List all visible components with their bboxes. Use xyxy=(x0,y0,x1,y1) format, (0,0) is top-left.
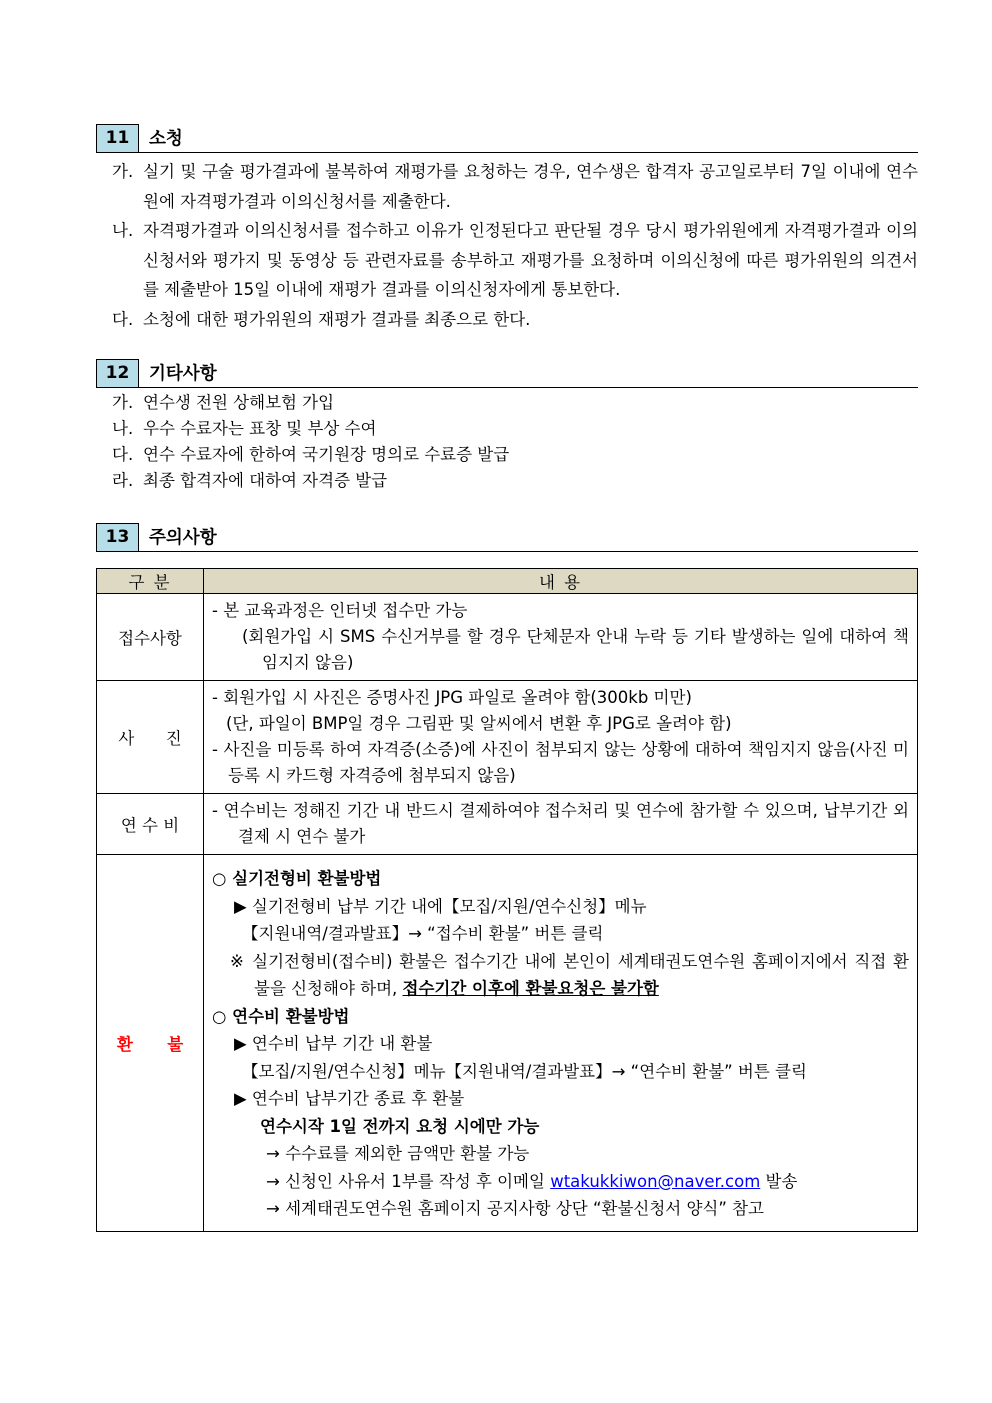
header-content: 내 용 xyxy=(204,569,918,594)
refund-practical-title: ○ 실기전형비 환불방법 xyxy=(212,869,382,888)
section-header-12 xyxy=(96,358,918,388)
item-text: 자격평가결과 이의신청서를 접수하고 이유가 인정된다고 판단될 경우 당시 평가위원에게 자격평가결과 이의신청서와 평가지 및 동영상 등 관련자료를 송부하고 재평가를 요청하며 이의신청에 따른 평가위원의 의견서를 제출받아 15일 이내에 재평가 결과를 이의신청자에게 통보한다. xyxy=(143,221,918,299)
section-header-13 xyxy=(96,522,918,552)
content-line: (단, 파일이 BMP일 경우 그림판 및 알씨에서 변환 후 JPG로 올려야 함) xyxy=(226,714,732,733)
table-row xyxy=(97,855,918,1232)
item-label: 나. xyxy=(112,221,134,240)
item-label: 가. xyxy=(112,393,134,412)
item-text: 우수 수료자는 표창 및 부상 수여 xyxy=(143,419,377,438)
table-row xyxy=(97,794,918,855)
section-title: 주의사항 xyxy=(149,528,217,548)
note-text: ※ 실기전형비(접수비) 환불은 접수기간 내에 본인이 세계태권도연수원 홈페이지에서 직접 환불을 신청해야 하며, xyxy=(230,951,909,998)
item-label: 가. xyxy=(112,162,134,181)
section-items-12 xyxy=(96,390,918,494)
content-line: 【모집/지원/연수신청】메뉴【지원내역/결과발표】→ “연수비 환불” 버튼 클릭 xyxy=(242,1061,807,1081)
item-label: 라. xyxy=(112,471,134,490)
list-item xyxy=(96,305,918,335)
refund-fee-title: ○ 연수비 환불방법 xyxy=(212,1006,350,1026)
content-line: ▶ 연수비 납부기간 종료 후 환불 xyxy=(234,1089,465,1108)
section-items-11 xyxy=(96,157,918,334)
content-line: - 본 교육과정은 인터넷 접수만 가능 xyxy=(212,601,468,620)
item-text: 연수생 전원 상해보험 가입 xyxy=(143,393,335,412)
refund-note xyxy=(212,948,909,1003)
table-row xyxy=(97,594,918,681)
content-line: - 회원가입 시 사진은 증명사진 JPG 파일로 올려야 함(300kb 미만) xyxy=(212,688,692,707)
content-line: (회원가입 시 SMS 수신거부를 할 경우 단체문자 안내 누락 등 기타 발생하는 일에 대하여 책임지지 않음) xyxy=(242,627,909,672)
line-text: 발송 xyxy=(765,1171,798,1191)
section-title: 소청 xyxy=(149,129,183,149)
category-fee: 연 수 비 xyxy=(97,794,204,855)
list-item xyxy=(96,468,918,494)
content-line: - 사진을 미등록 하여 자격증(소증)에 사진이 첨부되지 않는 상황에 대하여 책임지지 않음(사진 미등록 시 카드형 자격증에 첨부되지 않음) xyxy=(212,740,909,785)
table-header-row xyxy=(97,569,918,594)
header-category: 구 분 xyxy=(97,569,204,594)
list-item xyxy=(96,442,918,468)
content-line: → 세계태권도연수원 홈페이지 공지사항 상단 “환불신청서 양식” 참고 xyxy=(266,1199,764,1218)
table-row xyxy=(97,681,918,794)
category-refund: 환 불 xyxy=(97,855,204,1232)
content-line: 연수시작 1일 전까지 요청 시에만 가능 xyxy=(260,1116,540,1136)
item-text: 최종 합격자에 대하여 자격증 발급 xyxy=(143,471,388,490)
content-line xyxy=(212,1168,909,1196)
list-item xyxy=(96,216,918,305)
section-number: 13 xyxy=(96,523,139,551)
section-title: 기타사항 xyxy=(149,364,217,384)
content-fee xyxy=(204,794,918,855)
content-line: → 수수료를 제외한 금액만 환불 가능 xyxy=(266,1144,530,1163)
notice-table xyxy=(96,568,918,1232)
content-line: 【지원내역/결과발표】→ “접수비 환불” 버튼 클릭 xyxy=(242,924,604,943)
list-item xyxy=(96,416,918,442)
item-text: 연수 수료자에 한하여 국기원장 명의로 수료증 발급 xyxy=(143,445,510,464)
note-emphasis: 접수기간 이후에 환불요청은 불가함 xyxy=(402,979,659,998)
item-text: 소청에 대한 평가위원의 재평가 결과를 최종으로 한다. xyxy=(143,309,531,329)
line-text: → 신청인 사유서 1부를 작성 후 이메일 xyxy=(266,1171,545,1191)
item-label: 다. xyxy=(112,445,134,464)
content-refund xyxy=(204,855,918,1232)
content-line: - 연수비는 정해진 기간 내 반드시 결제하여야 접수처리 및 연수에 참가할 수 있으며, 납부기간 외 결제 시 연수 불가 xyxy=(212,801,909,846)
item-text: 실기 및 구술 평가결과에 불복하여 재평가를 요청하는 경우, 연수생은 합격자 공고일로부터 7일 이내에 연수원에 자격평가결과 이의신청서를 제출한다. xyxy=(143,162,918,211)
section-number: 11 xyxy=(96,124,139,152)
category-photo: 사 진 xyxy=(97,681,204,794)
item-label: 나. xyxy=(112,419,134,438)
content-line: ▶ 연수비 납부 기간 내 환불 xyxy=(234,1034,433,1053)
section-number: 12 xyxy=(96,359,139,387)
item-label: 다. xyxy=(112,309,134,329)
content-line: ▶ 실기전형비 납부 기간 내에【모집/지원/연수신청】메뉴 xyxy=(234,896,647,916)
document-page xyxy=(96,123,918,1232)
list-item xyxy=(96,390,918,416)
category-reception: 접수사항 xyxy=(97,594,204,681)
content-reception xyxy=(204,594,918,681)
section-header-11 xyxy=(96,123,918,153)
content-photo xyxy=(204,681,918,794)
email-link[interactable]: wtakukkiwon@naver.com xyxy=(550,1171,761,1191)
list-item xyxy=(96,157,918,216)
